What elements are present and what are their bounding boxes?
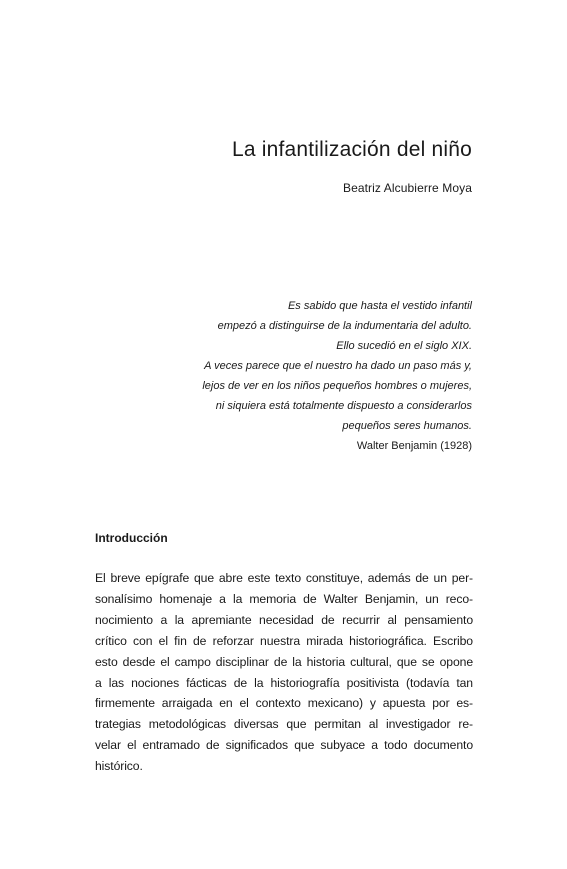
body-paragraph <box>95 568 473 777</box>
epigraph-attribution: Walter Benjamin (1928) <box>356 440 472 452</box>
epigraph-line: empezó a distinguirse de la indumentaria del adulto. <box>217 320 472 332</box>
paragraph-line: firmemente arraigada en el contexto mexicano) y apuesta por es- <box>95 696 473 711</box>
paragraph-line: histórico. <box>95 759 143 774</box>
epigraph-line: ni siquiera está totalmente dispuesto a considerarlos <box>215 400 472 412</box>
author-name: Beatriz Alcubierre Moya <box>342 181 472 195</box>
epigraph-line: A veces parece que el nuestro ha dado un paso más y, <box>204 360 472 372</box>
epigraph-line: Ello sucedió en el siglo XIX. <box>336 340 472 352</box>
paragraph-line: El breve epígrafe que abre este texto constituye, además de un per- <box>95 571 473 585</box>
epigraph-line: lejos de ver en los niños pequeños hombres o mujeres, <box>202 380 472 392</box>
chapter-title: La infantilización del niño <box>231 138 472 161</box>
epigraph-line: pequeños seres humanos. <box>342 420 472 432</box>
paragraph-line: a las nociones fácticas de la historiografía positivista (todavía tan <box>95 675 473 690</box>
paragraph-line: sonalísimo homenaje a la memoria de Walter Benjamin, un reco- <box>95 591 473 606</box>
paragraph-line: crítico con el fin de reforzar nuestra mirada historiográfica. Escribo <box>95 633 473 648</box>
paragraph-line: nocimiento a la apremiante necesidad de recurrir al pensamiento <box>95 612 473 627</box>
paragraph-line: velar el entramado de significados que subyace a todo documento <box>95 738 473 753</box>
paragraph-line: trategias metodológicas diversas que permitan al investigador re- <box>95 717 473 732</box>
section-heading: Introducción <box>95 531 168 545</box>
paragraph-line: esto desde el campo disciplinar de la historia cultural, que se opone <box>95 654 473 669</box>
epigraph <box>142 296 472 456</box>
epigraph-line: Es sabido que hasta el vestido infantil <box>287 300 472 312</box>
